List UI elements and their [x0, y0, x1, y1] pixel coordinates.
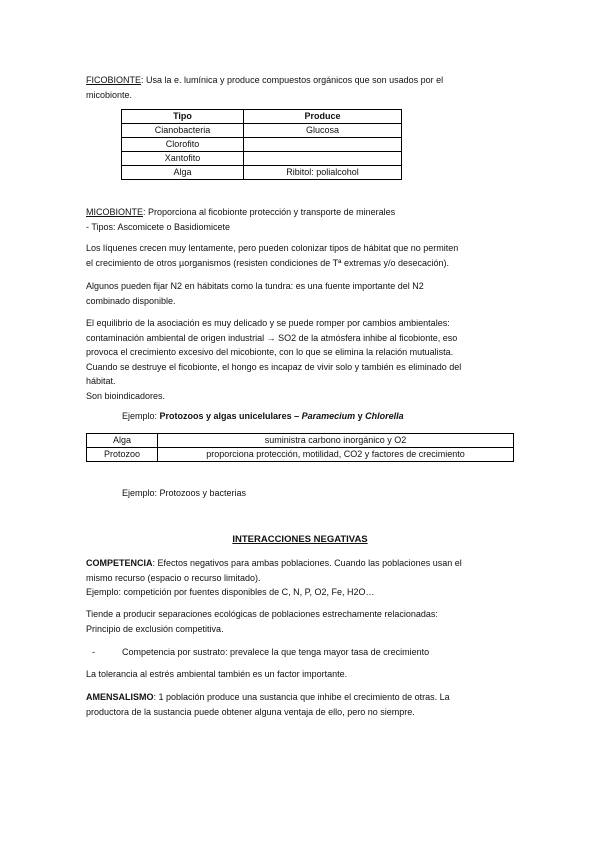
- table-cell: Cianobacteria: [122, 124, 244, 138]
- bullet-text: Competencia por sustrato: prevalece la que tenga mayor tasa de crecimiento: [122, 647, 430, 657]
- table-cell: Alga: [122, 166, 244, 180]
- ejemplo-1-bold: Protozoos y algas unicelulares –: [159, 411, 302, 421]
- text-line: Tiende a producir separaciones ecológicas de poblaciones estrechamente relacionadas:: [86, 609, 438, 619]
- table-cell: [244, 152, 402, 166]
- ficobionte-section: [86, 73, 516, 102]
- bullet-item: [88, 645, 518, 660]
- protozoo-alga-table: [86, 433, 514, 462]
- table-row: [122, 124, 402, 138]
- amensalismo-section: [86, 690, 516, 719]
- ejemplo-1-prefix: Ejemplo:: [122, 411, 160, 421]
- table-header-row: [122, 110, 402, 124]
- text-line: Cuando se destruye el ficobionte, el hongo es incapaz de vivir solo y también es eliminado del: [86, 361, 462, 372]
- micobionte-line1: [86, 205, 516, 220]
- table-row: [122, 138, 402, 152]
- ejemplo-2: [122, 486, 552, 501]
- text-line: Algunos pueden fijar N2 en hábitats como la tundra: es una fuente importante del N2: [86, 281, 424, 291]
- text-line: el crecimiento de otros µorganismos (resisten condiciones de Tª extremas y/o desecación).: [86, 257, 450, 268]
- table-cell: proporciona protección, motilidad, CO2 y factores de crecimiento: [158, 448, 514, 462]
- ejemplo-1-mid: y: [355, 411, 366, 421]
- table-row: [87, 448, 514, 462]
- bullet-dash: -: [92, 647, 95, 657]
- table-cell: Ribitol: polialcohol: [244, 166, 402, 180]
- amensalismo-text1: : 1 población produce una sustancia que inhibe el crecimiento de otras. La: [153, 692, 450, 702]
- table-cell: Glucosa: [244, 124, 402, 138]
- table-cell: Xantofito: [122, 152, 244, 166]
- table-row: [122, 152, 402, 166]
- text-line: provoca el crecimiento excesivo del micobionte, con lo que se elimina la relación mutualista.: [86, 347, 454, 357]
- micobionte-text1: : Proporciona al ficobionte protección y transporte de minerales: [143, 207, 396, 217]
- text-line: combinado disponible.: [86, 295, 176, 306]
- competencia-line3: Ejemplo: competición por fuentes disponibles de C, N, P, O2, Fe, H2O…: [86, 587, 375, 597]
- paragraph-equilibrio: [86, 316, 516, 403]
- paragraph-exclusion: [86, 607, 516, 636]
- text-line: contaminación ambiental de origen industrial → SO2 de la atmósfera inhibe al ficobionte, eso: [86, 332, 458, 343]
- table-cell: suministra carbono inorgánico y O2: [158, 434, 514, 448]
- ficobionte-text1: : Usa la e. lumínica y produce compuestos orgánicos que son usados por el: [141, 75, 444, 85]
- ficobionte-term: FICOBIONTE: [86, 75, 142, 85]
- competencia-term: COMPETENCIA: [86, 558, 153, 568]
- micobionte-section: [86, 205, 516, 234]
- competencia-section: [86, 556, 516, 600]
- text-line: El equilibrio de la asociación es muy delicado y se puede romper por cambios ambientales:: [86, 318, 450, 328]
- text-line: Los líquenes crecen muy lentamente, pero pueden colonizar tipos de hábitat que no permiten: [86, 243, 459, 253]
- paragraph-n2: [86, 279, 516, 308]
- ejemplo-1-chlorella: Chlorella: [365, 411, 404, 421]
- section-heading: INTERACCIONES NEGATIVAS: [232, 534, 368, 545]
- table-header-tipo: Tipo: [122, 110, 244, 124]
- ficobionte-table: [121, 109, 402, 180]
- amensalismo-line2: productora de la sustancia puede obtener alguna ventaja de ello, pero no siempre.: [86, 706, 415, 717]
- paragraph-tolerancia: [86, 667, 516, 682]
- competencia-line1: [86, 556, 516, 571]
- ejemplo-1-line: [122, 409, 552, 424]
- competencia-line2: mismo recurso (espacio o recurso limitado).: [86, 572, 261, 583]
- ejemplo-2-line: Ejemplo: Protozoos y bacterias: [122, 488, 247, 498]
- ejemplo-1-paramecium: Paramecium: [301, 411, 356, 421]
- table-header-produce: Produce: [244, 110, 402, 124]
- micobionte-term: MICOBIONTE: [86, 207, 144, 217]
- bullet-line: [88, 645, 518, 660]
- text-line: Principio de exclusión competitiva.: [86, 623, 224, 634]
- paragraph-liquenes: [86, 241, 516, 270]
- text-line: La tolerancia al estrés ambiental también es un factor importante.: [86, 669, 348, 679]
- amensalismo-term: AMENSALISMO: [86, 692, 154, 702]
- table-cell: Protozoo: [87, 448, 158, 462]
- table-row: [122, 166, 402, 180]
- table-cell: Clorofito: [122, 138, 244, 152]
- ficobionte-line2: micobionte.: [86, 89, 133, 100]
- competencia-text1: : Efectos negativos para ambas poblaciones. Cuando las poblaciones usan el: [152, 558, 462, 568]
- amensalismo-line1: [86, 690, 516, 705]
- micobionte-line2: - Tipos: Ascomicete o Basidiomicete: [86, 221, 231, 232]
- table-row: [87, 434, 514, 448]
- ejemplo-1: [122, 409, 552, 424]
- table-cell: [244, 138, 402, 152]
- ficobionte-line1: [86, 73, 516, 88]
- table-cell: Alga: [87, 434, 158, 448]
- text-line: hábitat.: [86, 376, 116, 386]
- text-line: Son bioindicadores.: [86, 390, 166, 401]
